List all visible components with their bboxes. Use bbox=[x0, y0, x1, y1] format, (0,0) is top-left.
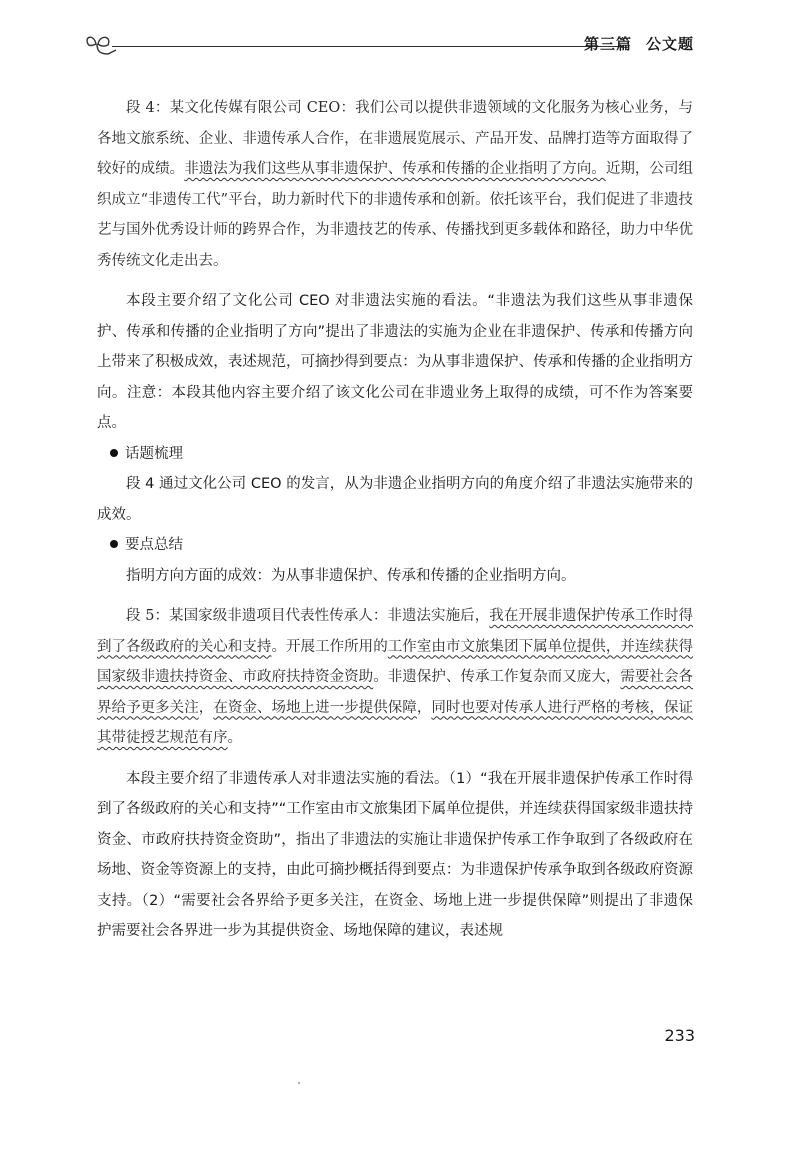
analysis-paragraph-5: 本段主要介绍了非遗传承人对非遗法实施的看法。（1）“我在开展非遗保护传承工作时得到了各级政府的关心和支持”“工作室由市文旅集团下属单位提供，并连续获得国家级非遗扶持资金、市政府扶持资金资助”，指出了非遗法的实施让非遗保护传承工作争取到了各级政府在场地、资金等资源上的支持，由此可摘抄概括得到要点：为非遗保护传承争取到各级政府资源支持。（2）“需要社会各界给予更多关注，在资金、场地上进一步提供保障”则提出了非遗保护需要社会各界进一步为其提供资金、场地保障的建议，表述规 bbox=[97, 770, 693, 939]
sprout-icon bbox=[82, 30, 118, 60]
p5-text-6: 。 bbox=[227, 730, 242, 746]
analysis-paragraph-4: 本段主要介绍了文化公司 CEO 对非遗法实施的看法。“非遗法为我们这些从事非遗保护、传承和传播的企业指明了方向”提出了非遗法的实施为企业在非遗保护、传承和传播方向上带来了积极成效，表述规范，可摘抄得到要点：为从事非遗保护、传承和传播的企业指明方向。注意：本段其他内容主要介绍了该文化公司在非遗业务上取得的成绩，可不作为答案要点。 bbox=[97, 293, 693, 431]
topic-heading bbox=[97, 439, 693, 470]
p4-underlined-1: 非遗法为我们这些从事非遗保护、传承和传播的企业指明了方向。 bbox=[184, 161, 606, 177]
topic-text: 段 4 通过文化公司 CEO 的发言，从为非遗企业指明方向的角度介绍了非遗法实施带来的成效。 bbox=[97, 476, 693, 523]
p5-text-5: ， bbox=[416, 699, 432, 716]
bullet-dot-icon bbox=[110, 449, 118, 457]
p5-text-4: ， bbox=[198, 699, 214, 716]
running-header bbox=[82, 28, 694, 64]
material-paragraph-4 bbox=[97, 93, 693, 276]
p5-underlined-3: 需要社会各界给予更多关注 bbox=[97, 669, 694, 716]
scan-speck bbox=[298, 1082, 300, 1084]
summary-heading bbox=[97, 530, 693, 561]
header-section: 第三篇 bbox=[583, 35, 632, 53]
page-number: 233 bbox=[664, 1026, 695, 1045]
header-rule bbox=[112, 46, 624, 47]
topic-heading-text: 话题梳理 bbox=[125, 445, 184, 462]
p5-underlined-2: 工作室由市文旅集团下属单位提供，并连续获得国家级非遗扶持资金、市政府扶持资金资助 bbox=[97, 638, 694, 685]
p5-text-2: 。开展工作所用的 bbox=[271, 638, 388, 655]
p4-text-2: 近期，公司组织成立“非遗传工代”平台，助力新时代下的非遗传承和创新。依托该平台，我们促进了非遗技艺与国外优秀设计师的跨界合作，为非遗技艺的传承、传播找到更多载体和路径，助力中华优秀传统文化走出去。 bbox=[97, 161, 694, 269]
material-paragraph-5 bbox=[97, 601, 693, 754]
summary-heading-text: 要点总结 bbox=[125, 537, 184, 553]
p5-underlined-4: 在资金、场地上进一步提供保障 bbox=[213, 699, 417, 716]
p4-text-1: 段 4：某文化传媒有限公司 CEO：我们公司以提供非遗领域的文化服务为核心业务，与各地文旅系统、企业、非遗传承人合作，在非遗展览展示、产品开发、品牌打造等方面取得了较好的成绩。 bbox=[97, 100, 693, 177]
summary-text: 指明方向方面的成效：为从事非遗保护、传承和传播的企业指明方向。 bbox=[126, 567, 576, 584]
p5-underlined-5: 同时也要对传承人进行严格的考核，保证其带徒授艺规范有序 bbox=[97, 699, 694, 746]
p5-text-1: 段 5：某国家级非遗项目代表性传承人：非遗法实施后， bbox=[126, 608, 490, 624]
header-title bbox=[584, 33, 694, 54]
bullet-dot-icon bbox=[110, 540, 118, 548]
page-body bbox=[97, 93, 693, 947]
p5-underlined-1: 我在开展非遗保护传承工作时得到了各级政府的关心和支持 bbox=[97, 608, 693, 655]
p5-text-3: 。非遗保护、传承工作复杂而又庞大， bbox=[373, 669, 621, 685]
header-topic: 公文题 bbox=[645, 35, 694, 53]
